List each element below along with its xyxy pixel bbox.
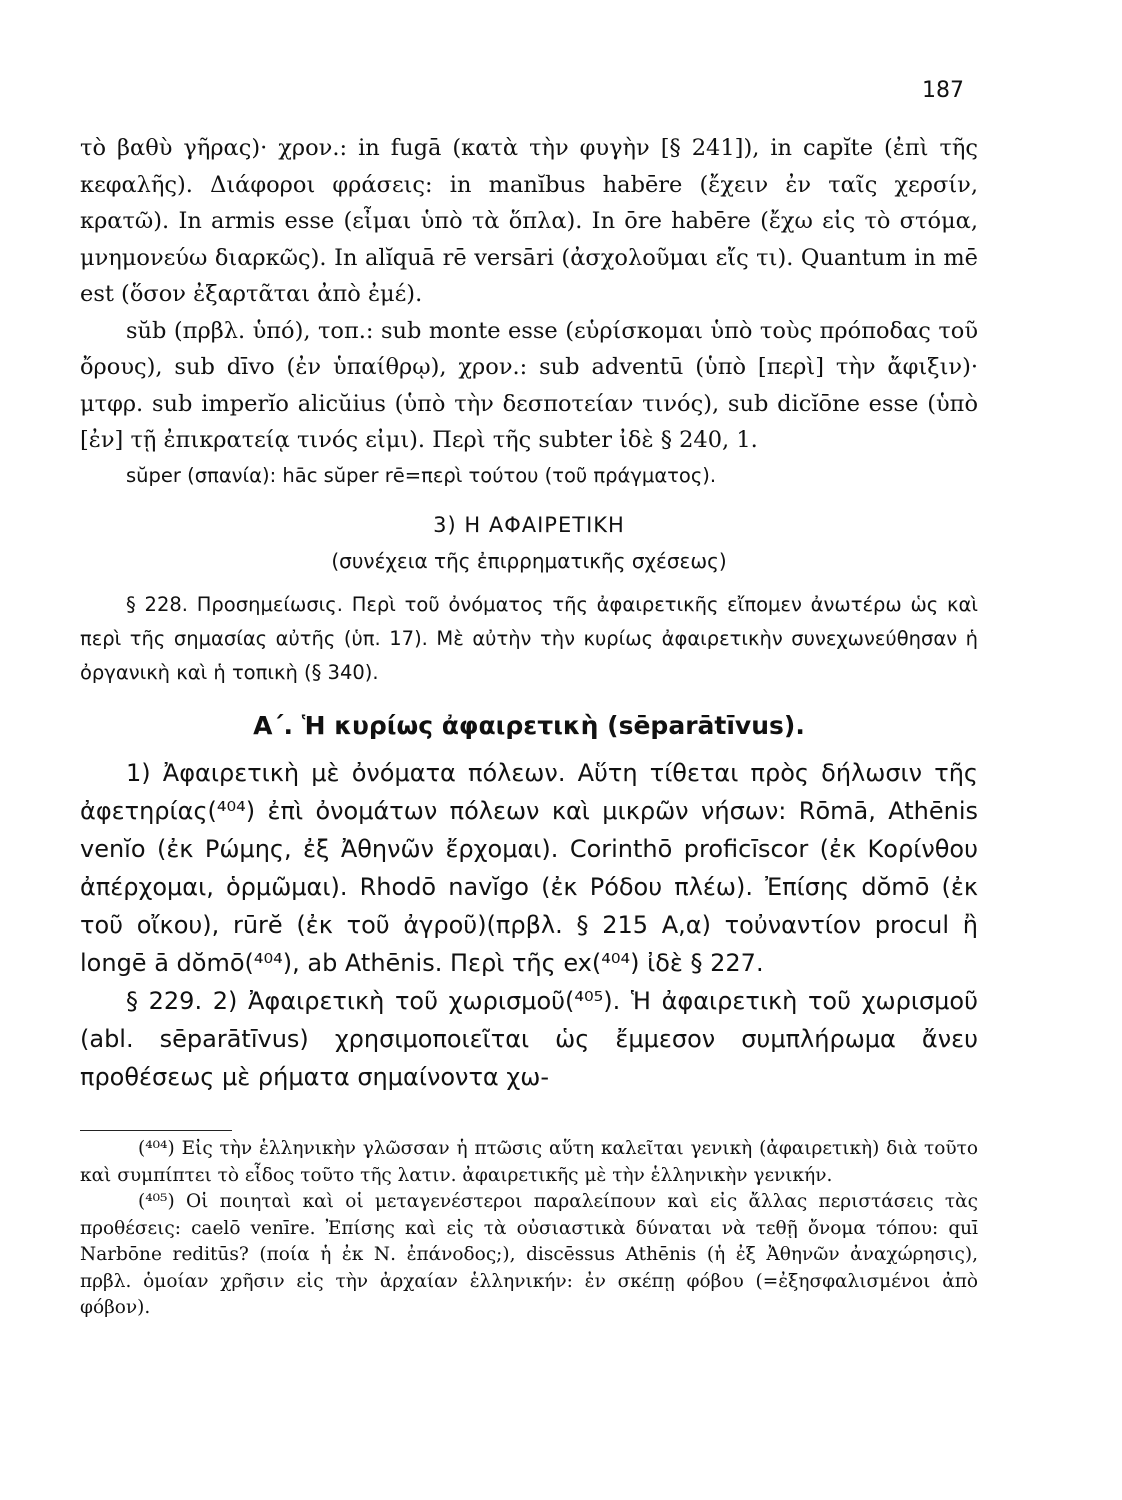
section-subtitle: (συνέχεια τῆς ἐπιρρηματικῆς σχέσεως) bbox=[331, 549, 727, 573]
footnote-divider bbox=[80, 1130, 232, 1131]
paragraph-fuga: τὸ βαθὺ γῆρας)· χρον.: in fugā (κατὰ τὴν φυγὴν [§ 241]), in capĭte (ἐπὶ τῆς κεφαλῆς). Διάφοροι φράσεις: in manĭbus habēre (ἔχειν ἐν ταῖς χερσίν, κρατῶ). In armis esse (εἶμαι ὑπὸ τὰ ὅπλα). In ōre habēre (ἔχω εἰς τὸ στόμα, μνημονεύω διαρκῶς). In alĭquā rē versāri (ἀσχολοῦμαι εἴς τι). Quantum in mē est (ὅσον ἐξαρτᾶται ἀπὸ ἐμέ). bbox=[80, 135, 978, 307]
paragraph-super: sŭper (σπανία): hāc sŭper rē=περὶ τούτου (τοῦ πράγματος). bbox=[126, 463, 717, 487]
paragraph-sub: sŭb (πρβλ. ὑπό), τοπ.: sub monte esse (εὑρίσκομαι ὑπὸ τοὺς πρόποδας τοῦ ὄρους), sub dīvo (ἐν ὑπαίθρῳ), χρον.: sub adventū (ὑπὸ [περὶ] τὴν ἄφιξιν)· μτφρ. sub imperĭo alicŭius (ὑπὸ τὴν δεσποτείαν τινός), sub dicĭōne esse (ὑπὸ [ἐν] τῇ ἐπικρατείᾳ τινός εἰμι). Περὶ τῆς subter ἰδὲ § 240, 1. bbox=[80, 317, 978, 453]
footnotes bbox=[80, 1136, 978, 1322]
footnote-404: (⁴⁰⁴) Εἰς τὴν ἑλληνικὴν γλῶσσαν ἡ πτῶσις αὕτη καλεῖται γενικὴ (ἀφαιρετικὴ) διὰ τοῦτο καὶ συμπίπτει τὸ εἶδος τοῦτο τῆς λατιν. ἀφαιρετικῆς μὲ τὴν ἑλληνικὴν γενικήν. bbox=[80, 1138, 978, 1186]
heading-separativus: Α΄. Ἡ κυρίως ἀφαιρετικὴ (sēparātīvus). bbox=[253, 710, 805, 740]
page-number: 187 bbox=[922, 78, 964, 103]
section-title: 3) Η ΑΦΑΙΡΕΤΙΚΗ bbox=[433, 512, 625, 537]
paragraph-229: § 229. 2) Ἀφαιρετικὴ τοῦ χωρισμοῦ(⁴⁰⁵). Ἡ ἀφαιρετικὴ τοῦ χωρισμοῦ (abl. sēparātīvus) χρησιμοποιεῖται ὡς ἔμμεσον συμπλήρωμα ἄνευ προθέσεως μὲ ρήματα σημαίνοντα χω- bbox=[80, 987, 978, 1091]
body-text bbox=[80, 130, 978, 1096]
paragraph-228: § 228. Προσημείωσις. Περὶ τοῦ ὀνόματος τῆς ἀφαιρετικῆς εἴπομεν ἀνωτέρω ὡς καὶ περὶ τῆς σημασίας αὐτῆς (ὑπ. 17). Μὲ αὐτὴν τὴν κυρίως ἀφαιρετικὴν συνεχωνεύθησαν ἡ ὀργανικὴ καὶ ἡ τοπικὴ (§ 340). bbox=[80, 592, 978, 684]
paragraph-city-names: 1) Ἀφαιρετικὴ μὲ ὀνόματα πόλεων. Αὕτη τίθεται πρὸς δήλωσιν τῆς ἀφετηρίας(⁴⁰⁴) ἐπὶ ὀνομάτων πόλεων καὶ μικρῶν νήσων: Rōmā, Athēnis venĭo (ἐκ Ρώμης, ἐξ Ἀθηνῶν ἔρχομαι). Corinthō proficīscor (ἐκ Κορίνθου ἀπέρχομαι, ὁρμῶμαι). Rhodō navĭgo (ἐκ Ρόδου πλέω). Ἐπίσης dŏmō (ἐκ τοῦ οἴκου), rūrĕ (ἐκ τοῦ ἀγροῦ)(πρβλ. § 215 Α,α) τοὐναντίον procul ἢ longē ā dŏmō(⁴⁰⁴), ab Athēnis. Περὶ τῆς ex(⁴⁰⁴) ἰδὲ § 227. bbox=[80, 759, 978, 977]
footnote-405: (⁴⁰⁵) Οἱ ποιηταὶ καὶ οἱ μεταγενέστεροι παραλείπουν καὶ εἰς ἄλλας περιστάσεις τὰς προθέσεις: caelō venīre. Ἐπίσης καὶ εἰς τὰ οὐσιαστικὰ δύναται νὰ τεθῇ ὄνομα τόπου: quī Narbōne reditūs? (ποία ἡ ἐκ Ν. ἐπάνοδος;), discēssus Athēnis (ἡ ἐξ Ἀθηνῶν ἀναχώρησις), πρβλ. ὁμοίαν χρῆσιν εἰς τὴν ἀρχαίαν ἑλληνικήν: ἐν σκέπῃ φόβου (=ἐξησφαλισμένοι ἀπὸ φόβον). bbox=[80, 1191, 978, 1318]
